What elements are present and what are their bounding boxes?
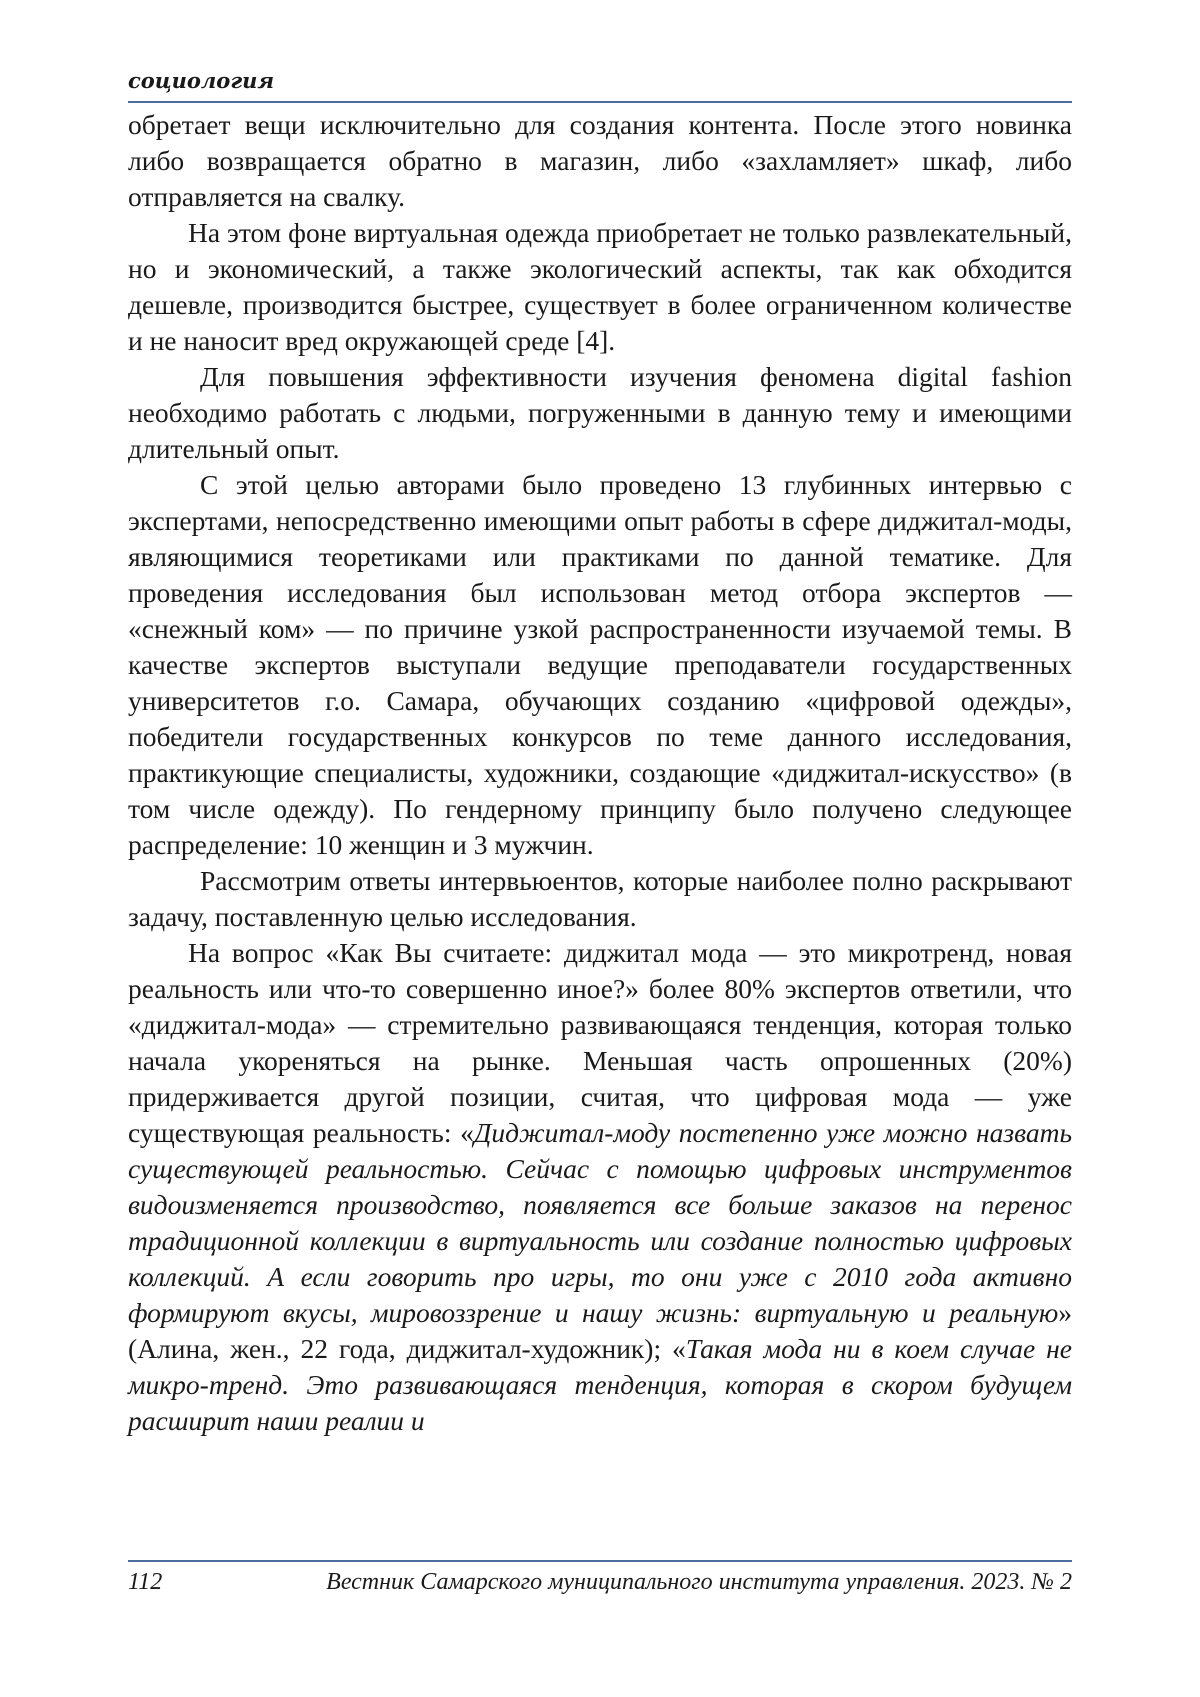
- article-body: [128, 107, 1072, 1439]
- header-rule: [128, 101, 1072, 103]
- paragraph-4: С этой целью авторами было проведено 13 глубинных интервью с экспертами, непосредственно имеющими опыт работы в сфере диджитал-моды, являющимися теоретиками или практиками по данной тематике. Для проведения исследования был использован метод отбора экспертов — «снежный ком» — по причине узкой распространенности изучаемой темы. В качестве экспертов выступали ведущие преподаватели государственных университетов г.о. Самара, обучающих созданию «цифровой одежды», победители государственных конкурсов по теме данного исследования, практикующие специалисты, художники, создающие «диджитал-искусство» (в том числе одежду). По гендерному принципу было получено следующее распределение: 10 женщин и 3 мужчин.: [128, 469, 1072, 860]
- quote-attribution: » (Алина, жен., 22 года, диджитал-художник); «: [128, 1297, 1072, 1364]
- paragraph-6: [128, 935, 1072, 1439]
- page-number: 112: [128, 1569, 163, 1595]
- paragraph-5: Рассмотрим ответы интервьюентов, которые наиболее полно раскрывают задачу, поставленную целью исследования.: [128, 865, 1072, 932]
- paragraph-1: обретает вещи исключительно для создания контента. После этого новинка либо возвращается обратно в магазин, либо «захламляет» шкаф, либо отправляется на свалку.: [128, 109, 1072, 212]
- paragraph-2: На этом фоне виртуальная одежда приобретает не только развлекательный, но и экономический, а также экологический аспекты, так как обходится дешевле, производится быстрее, существует в более ограниченном количестве и не наносит вред окружающей среде [4].: [128, 217, 1072, 356]
- expert-quote-2: Такая мода ни в коем случае не микро-тренд. Это развивающаяся тенденция, которая в скором будущем расширит наши реалии и: [128, 1333, 1072, 1436]
- journal-title: Вестник Самарского муниципального института управления. 2023. № 2: [326, 1569, 1072, 1595]
- paragraph-6-intro: На вопрос «Как Вы считаете: диджитал мода — это микротренд, новая реальность или что-то совершенно иное?» более 80% экспертов ответили, что «диджитал-мода» — стремительно развивающаяся тенденция, которая только начала укореняться на рынке. Меньшая часть опрошенных (20%) придерживается другой позиции, считая, что цифровая мода — уже существующая реальность: «: [128, 937, 1072, 1148]
- paragraph-3: Для повышения эффективности изучения феномена digital fashion необходимо работать с людьми, погруженными в данную тему и имеющими длительный опыт.: [128, 361, 1072, 464]
- section-header: социология: [128, 68, 275, 93]
- expert-quote-1: Диджитал-моду постепенно уже можно назвать существующей реальностью. Сейчас с помощью цифровых инструментов видоизменяется производство, появляется все больше заказов на перенос традиционной коллекции в виртуальность или создание полностью цифровых коллекций. А если говорить про игры, то они уже с 2010 года активно формируют вкусы, мировоззрение и нашу жизнь: виртуальную и реальную: [128, 1117, 1072, 1328]
- footer-rule: [128, 1560, 1072, 1562]
